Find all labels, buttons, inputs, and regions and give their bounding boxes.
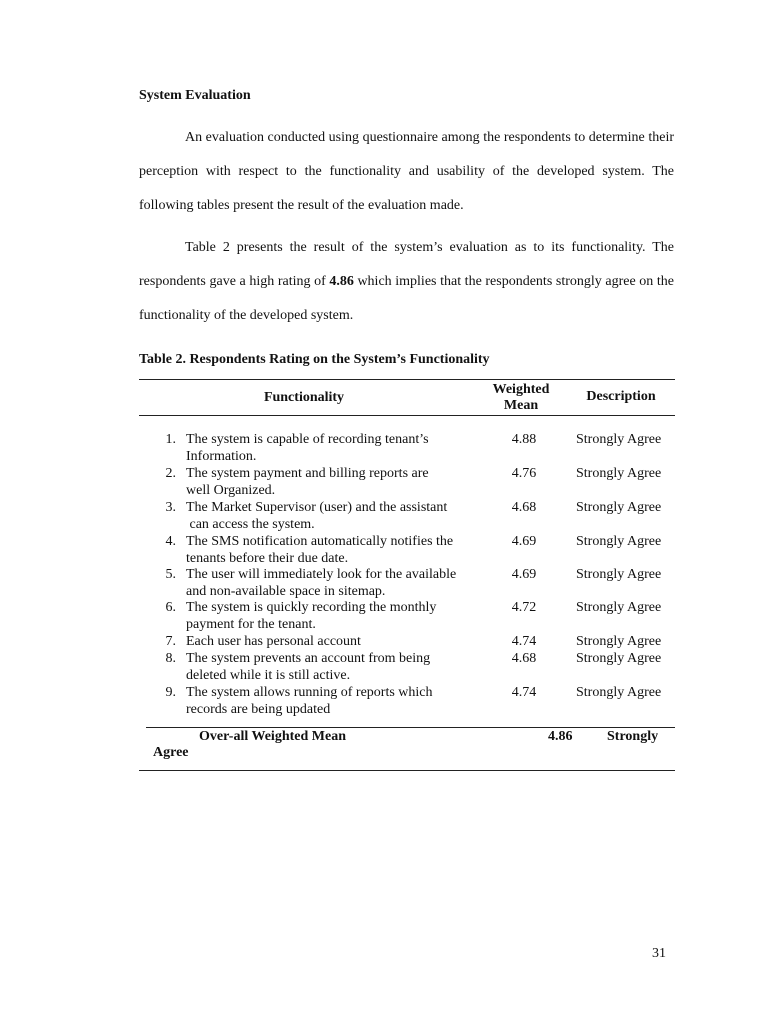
overall-mean-label: Over-all Weighted Mean (199, 729, 346, 744)
row-description: Strongly Agree (576, 634, 662, 649)
row-functionality-line2: Information. (186, 448, 257, 464)
row-weighted-mean: 4.68 (511, 500, 537, 515)
table-top-rule (139, 379, 675, 380)
row-description: Strongly Agree (576, 651, 662, 666)
row-weighted-mean: 4.69 (511, 567, 537, 582)
row-functionality-line1: The system prevents an account from being (186, 651, 431, 666)
row-functionality (186, 685, 488, 718)
table-total-rule (146, 727, 675, 728)
table-row (0, 600, 768, 634)
row-description: Strongly Agree (576, 534, 662, 549)
header-weighted-mean-line2: Mean (503, 398, 539, 413)
row-functionality (186, 432, 488, 465)
overall-description-wrap: Agree (153, 745, 189, 760)
row-functionality (186, 634, 488, 651)
row-functionality-line1: The system is capable of recording tenant’s (186, 432, 429, 447)
row-functionality-line2: well Organized. (186, 482, 276, 498)
row-description: Strongly Agree (576, 600, 662, 615)
row-description: Strongly Agree (576, 432, 662, 447)
table-row (0, 534, 768, 568)
header-description: Description (586, 389, 656, 404)
row-functionality-line2: deleted while it is still active. (186, 667, 351, 683)
row-description: Strongly Agree (576, 567, 662, 582)
row-functionality (186, 651, 488, 684)
table-row (0, 432, 768, 466)
row-functionality (186, 600, 488, 633)
table-header-rule (139, 415, 675, 416)
row-weighted-mean: 4.74 (511, 685, 537, 700)
row-functionality-line2: can access the system. (186, 516, 315, 532)
row-functionality-line1: Each user has personal account (186, 634, 361, 649)
overall-mean-value: 4.86 (548, 729, 573, 744)
table-row (0, 567, 768, 601)
row-number: 9. (165, 685, 176, 700)
table-row (0, 685, 768, 719)
highlighted-rating: 4.86 (329, 274, 354, 289)
page-number: 31 (652, 946, 666, 961)
section-title: System Evaluation (139, 88, 251, 103)
row-functionality-line2: and non-available space in sitemap. (186, 583, 386, 599)
table-bottom-rule (139, 770, 675, 771)
row-number: 3. (165, 500, 176, 515)
row-functionality-line1: The system is quickly recording the monthly (186, 600, 437, 615)
row-weighted-mean: 4.74 (511, 634, 537, 649)
row-functionality-line1: The SMS notification automatically notifies the (186, 534, 454, 549)
paragraph-evaluation-intro: An evaluation conducted using questionnaire among the respondents to determine their perception with respect to the functionality and usability of the developed system. The following tables present the result of the evaluation made. (139, 130, 674, 213)
table-caption: Table 2. Respondents Rating on the System’s Functionality (139, 352, 490, 367)
row-weighted-mean: 4.69 (511, 534, 537, 549)
row-functionality-line1: The user will immediately look for the available (186, 567, 457, 582)
row-number: 4. (165, 534, 176, 549)
paragraph-table-summary (139, 231, 674, 333)
row-number: 6. (165, 600, 176, 615)
row-functionality-line1: The Market Supervisor (user) and the assistant (186, 500, 448, 515)
row-weighted-mean: 4.68 (511, 651, 537, 666)
row-number: 8. (165, 651, 176, 666)
header-weighted-mean (478, 382, 564, 414)
table-row (0, 651, 768, 685)
paragraph-text: which implies that the respondents strongly agree on the functionality of the developed system. (139, 274, 674, 323)
row-weighted-mean: 4.72 (511, 600, 537, 615)
row-functionality-line1: The system payment and billing reports are (186, 466, 429, 481)
row-weighted-mean: 4.76 (511, 466, 537, 481)
row-description: Strongly Agree (576, 500, 662, 515)
row-number: 1. (165, 432, 176, 447)
row-number: 7. (165, 634, 176, 649)
row-functionality (186, 500, 488, 533)
row-weighted-mean: 4.88 (511, 432, 537, 447)
header-functionality: Functionality (263, 390, 345, 405)
row-functionality (186, 567, 488, 600)
table-row (0, 500, 768, 534)
table-row (0, 466, 768, 500)
row-number: 2. (165, 466, 176, 481)
row-functionality (186, 466, 488, 499)
row-functionality-line1: The system allows running of reports which (186, 685, 433, 700)
row-functionality-line2: payment for the tenant. (186, 616, 316, 632)
row-number: 5. (165, 567, 176, 582)
row-functionality (186, 534, 488, 567)
row-functionality-line2: tenants before their due date. (186, 550, 349, 566)
row-description: Strongly Agree (576, 466, 662, 481)
row-description: Strongly Agree (576, 685, 662, 700)
paragraph-text: Table 2 presents the result of the system’s evaluation as to its functionality. The respondents gave a high rating of (139, 240, 674, 289)
header-weighted-mean-line1: Weighted (492, 382, 550, 397)
overall-description: Strongly (607, 729, 659, 744)
row-functionality-line2: records are being updated (186, 701, 331, 717)
